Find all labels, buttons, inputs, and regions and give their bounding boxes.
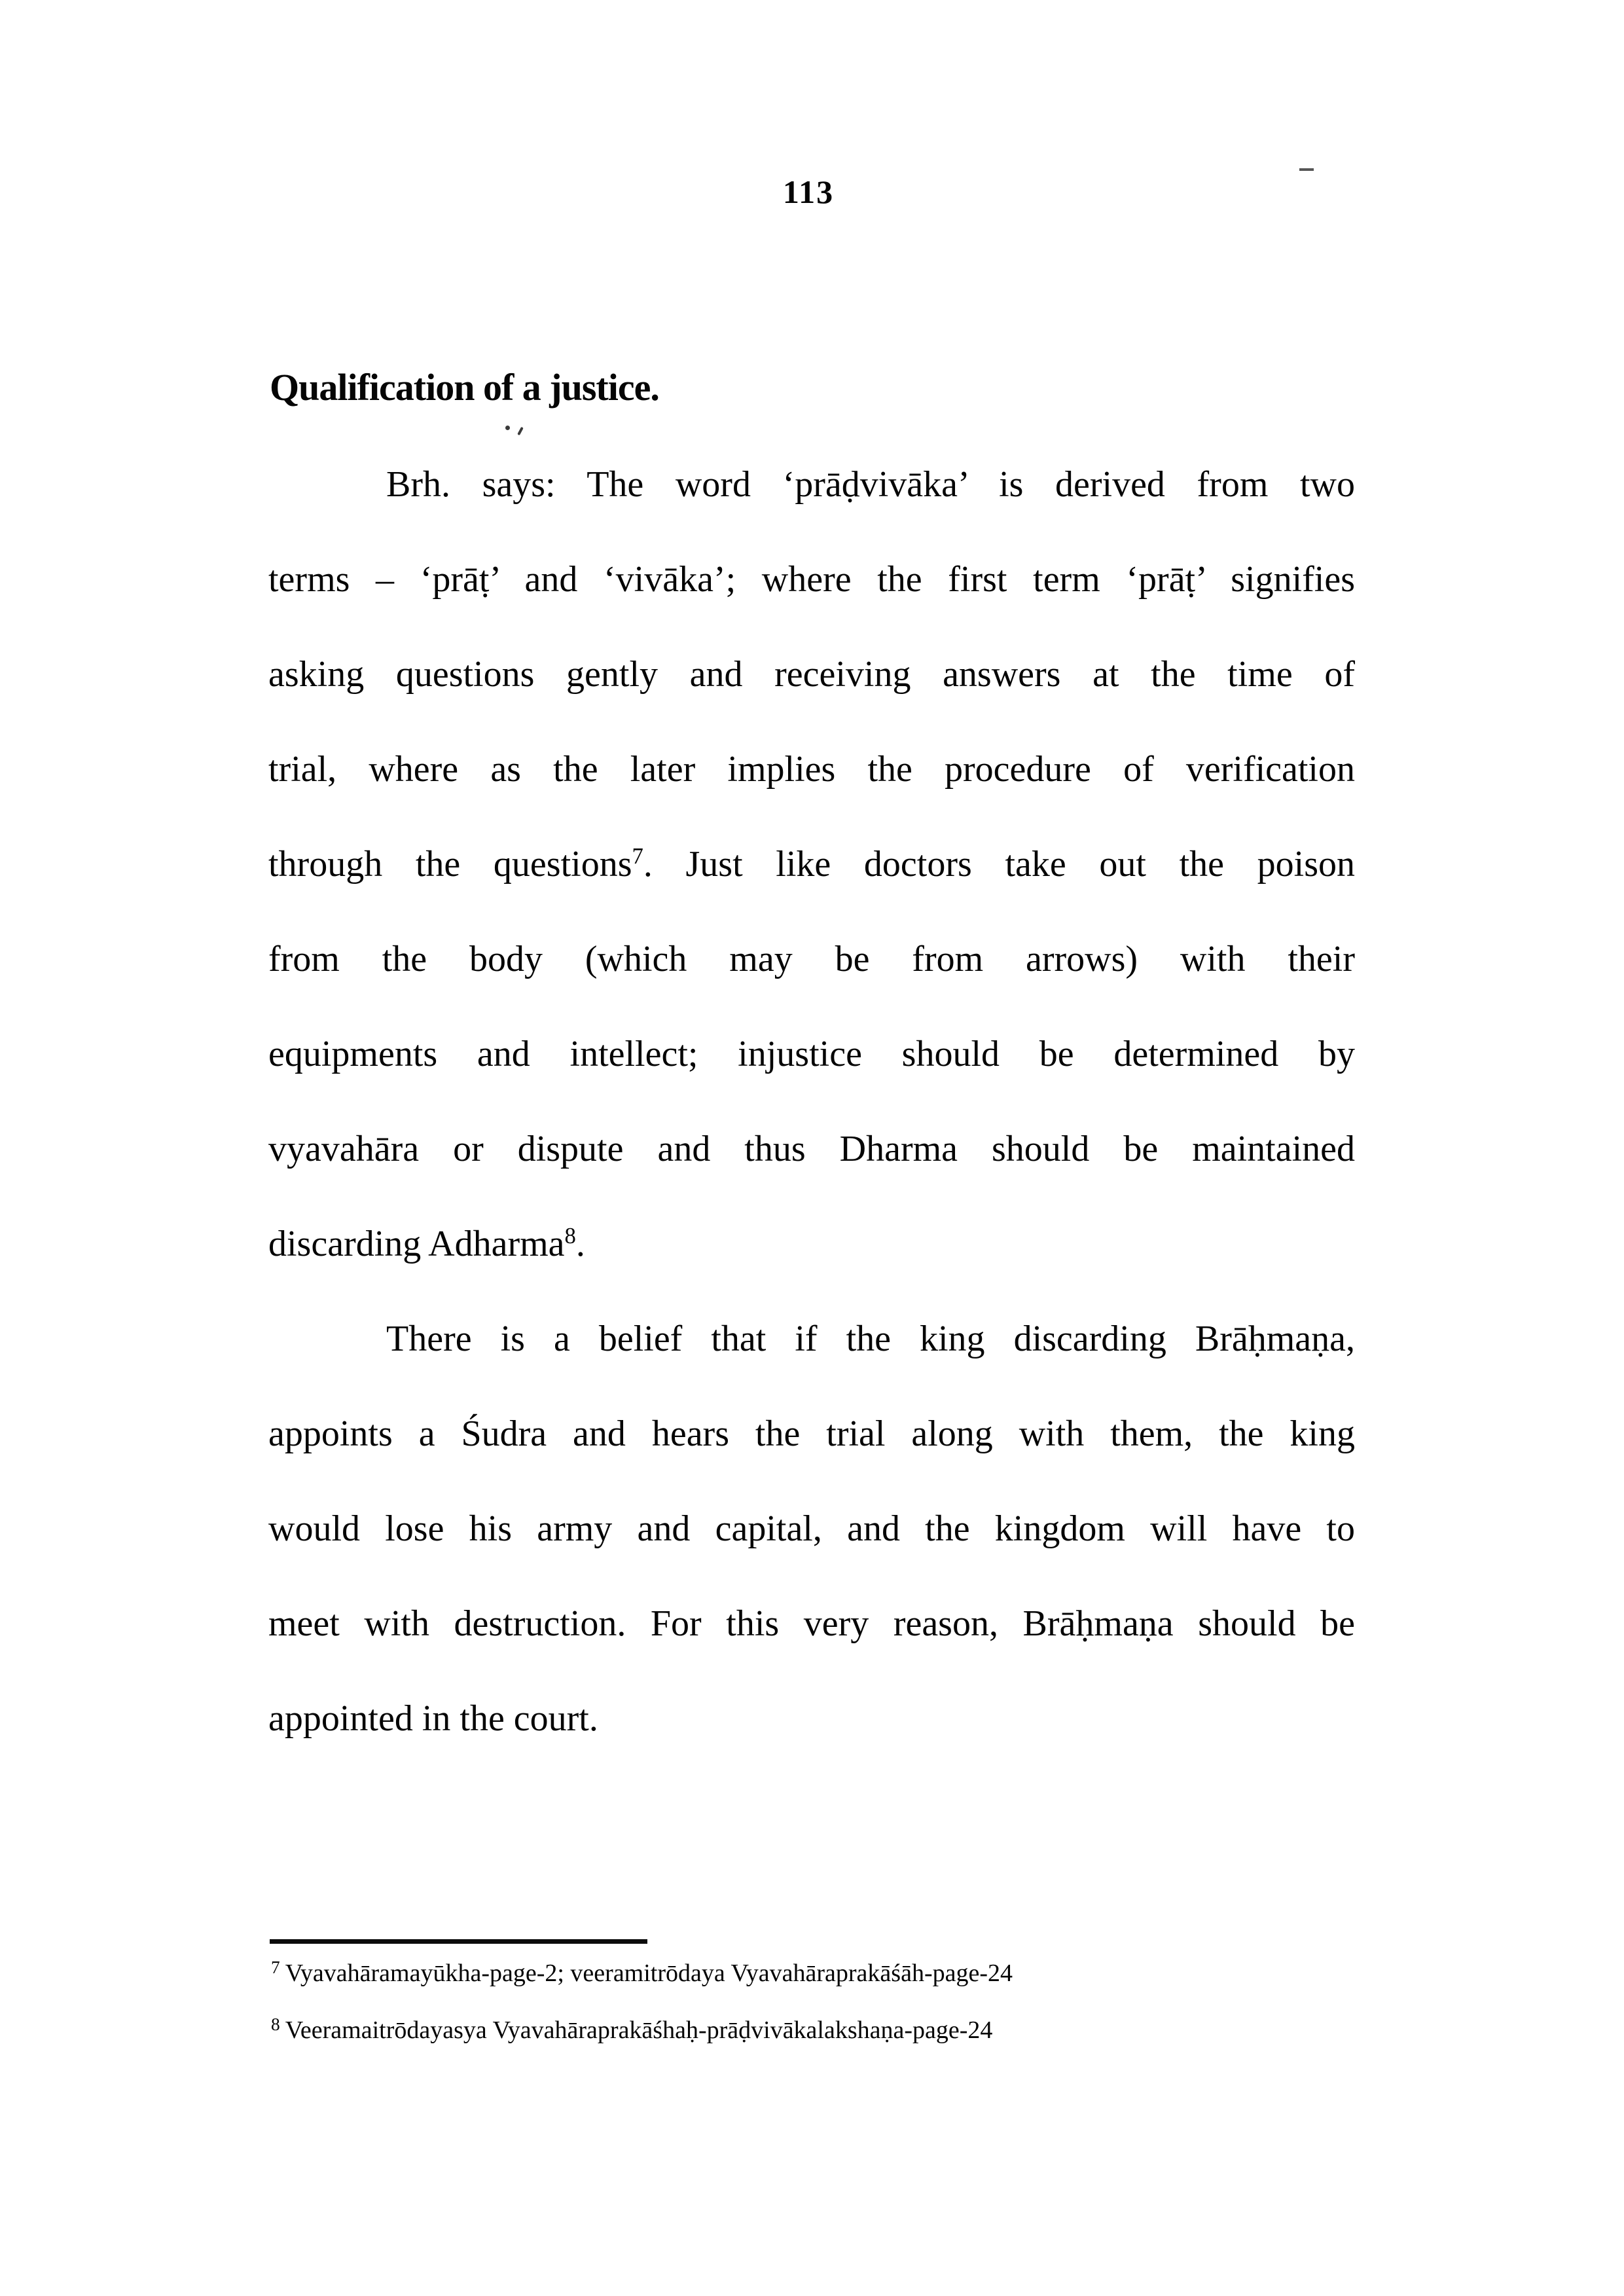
body-line: from the body (which may be from arrows) with their xyxy=(268,939,1355,979)
body-line: asking questions gently and receiving answers at the time of xyxy=(268,654,1355,695)
body-line: appoints a Śudra and hears the trial along with them, the king xyxy=(268,1413,1355,1454)
body-text xyxy=(268,437,1355,1766)
body-line xyxy=(268,1197,1355,1292)
body-line: equipments and intellect; injustice should be determined by xyxy=(268,1034,1355,1074)
footnote-marker-8: 8 xyxy=(271,2014,280,2034)
footnote-7 xyxy=(271,1959,1331,1989)
scan-artifact-dot xyxy=(505,426,510,430)
body-line-text: . xyxy=(575,1224,585,1264)
footnote-separator xyxy=(270,1939,647,1944)
footnote-8 xyxy=(271,2016,1331,2046)
body-line: appointed in the court. xyxy=(268,1698,598,1739)
body-line: There is a belief that if the king discarding Brāḥmaṇa, xyxy=(386,1319,1355,1359)
body-line xyxy=(268,817,1355,912)
body-line: meet with destruction. For this very reason, Brāḥmaṇa should be xyxy=(268,1603,1355,1644)
footnote-reference-8: 8 xyxy=(564,1222,576,1248)
body-line: would lose his army and capital, and the kingdom will have to xyxy=(268,1508,1355,1549)
body-line-text: discarding Adharma xyxy=(268,1224,565,1264)
page-number: 113 xyxy=(782,173,835,210)
body-line: terms – ‘prāṭ’ and ‘vivāka’; where the first term ‘prāṭ’ signifies xyxy=(268,559,1355,600)
body-line: Brh. says: The word ‘prāḍvivāka’ is derived from two xyxy=(386,464,1355,505)
footnote-text: Veeramaitrōdayasya Vyavahāraprakāśhaḥ-prāḍvivākalakshaṇa-page-24 xyxy=(285,2016,993,2044)
footnote-text: Vyavahāramayūkha-page-2; veeramitrōdaya Vyavahāraprakāśāh-page-24 xyxy=(285,1959,1013,1987)
footnote-marker-7: 7 xyxy=(271,1957,280,1977)
scan-artifact-dash xyxy=(1299,168,1314,171)
section-heading: Qualification of a justice. xyxy=(270,366,659,409)
scan-artifact-mark xyxy=(517,427,524,435)
footnote-reference-7: 7 xyxy=(632,843,643,869)
body-line-text: . Just like doctors take out the poison xyxy=(643,844,1355,884)
body-line: trial, where as the later implies the procedure of verification xyxy=(268,749,1355,790)
body-line: vyavahāra or dispute and thus Dharma should be maintained xyxy=(268,1129,1355,1169)
body-line-text: through the questions xyxy=(268,844,632,884)
